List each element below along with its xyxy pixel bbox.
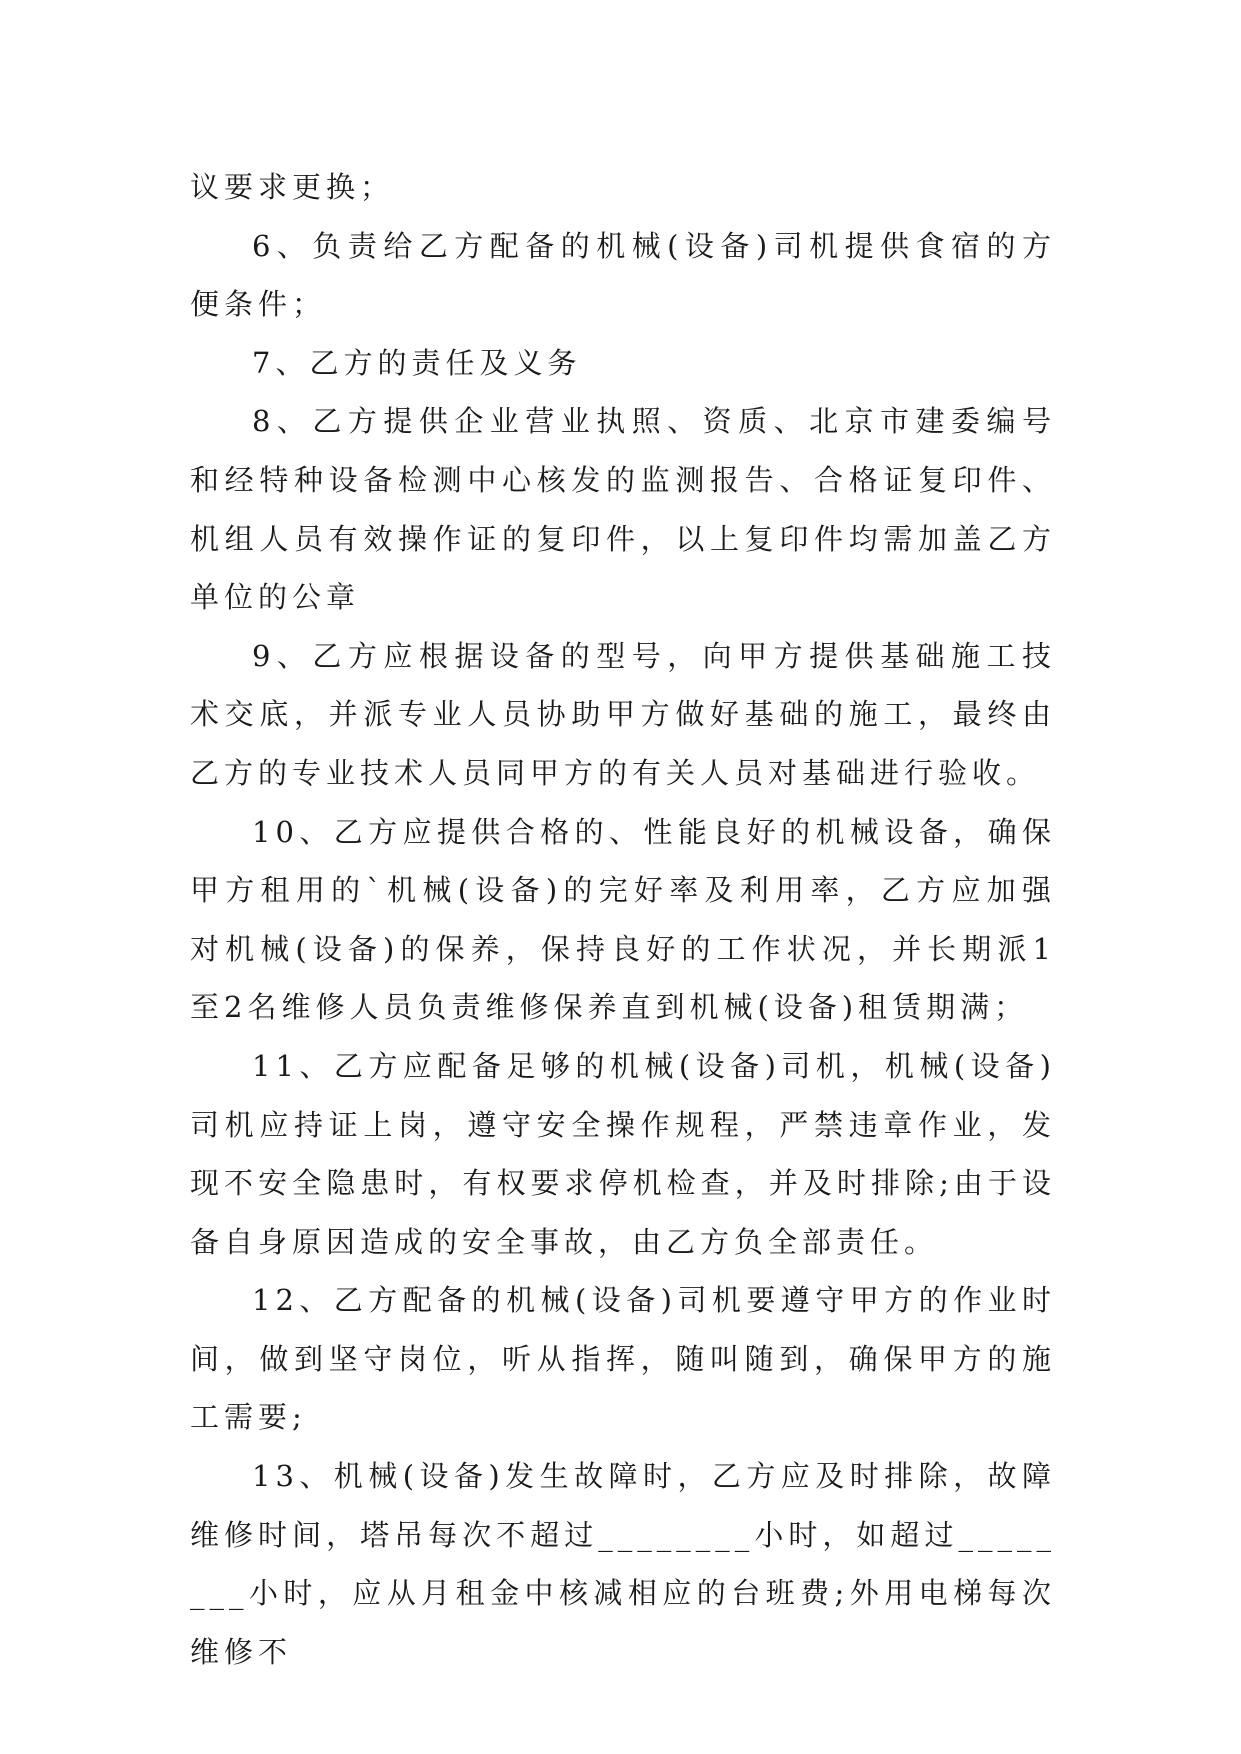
paragraph-clause-8: 8、乙方提供企业营业执照、资质、北京市建委编号和经特种设备检测中心核发的监测报告、合格证复印件、机组人员有效操作证的复印件，以上复印件均需加盖乙方单位的公章: [190, 404, 1056, 615]
paragraph-continuation: 议要求更换；: [190, 170, 395, 204]
document-body: [190, 158, 1056, 1681]
paragraph-clause-9: 9、乙方应根据设备的型号，向甲方提供基础施工技术交底，并派专业人员协助甲方做好基础的施工，最终由乙方的专业技术人员同甲方的有关人员对基础进行验收。: [190, 638, 1056, 790]
paragraph-clause-7: 7、乙方的责任及义务: [252, 345, 582, 380]
paragraph-clause-10: 10、乙方应提供合格的、性能良好的机械设备，确保甲方租用的`机械(设备)的完好率及利用率，乙方应加强对机械(设备)的保养，保持良好的工作状况，并长期派1至2名维修人员负责维修保养直到机械(设备)租赁期满；: [190, 814, 1056, 1025]
paragraph-clause-6: 6、负责给乙方配备的机械(设备)司机提供食宿的方便条件；: [190, 228, 1056, 322]
paragraph-clause-13: 13、机械(设备)发生故障时，乙方应及时排除，故障维修时间，塔吊每次不超过________小时，如超过________小时，应从月租金中核减相应的台班费;外用电梯每次维修不: [190, 1459, 1056, 1669]
paragraph-clause-11: 11、乙方应配备足够的机械(设备)司机，机械(设备)司机应持证上岗，遵守安全操作规程，严禁违章作业，发现不安全隐患时，有权要求停机检查，并及时排除;由于设备自身原因造成的安全事故，由乙方负全部责任。: [190, 1048, 1056, 1259]
paragraph-clause-12: 12、乙方配备的机械(设备)司机要遵守甲方的作业时间，做到坚守岗位，听从指挥，随叫随到，确保甲方的施工需要;: [190, 1283, 1056, 1435]
